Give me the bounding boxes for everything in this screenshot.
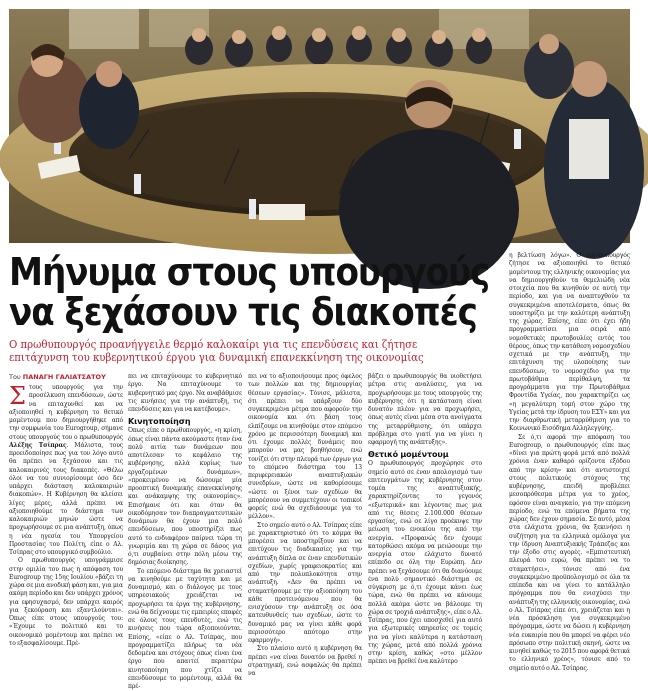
- paragraph: [9, 384, 123, 557]
- article-column-2: [128, 373, 242, 666]
- paragraph: Σε ό,τι αφορά την απόφαση του Eurogroup, ο πρωθυπουργός είπε πως «δίνει για πρώτη φορά μετά από πολλά χρόνια έναν καθαρό ορίζοντα εξόδου από την κρίση» και ότι αντιστοιχεί στους πολιτικούς στόχους της κυβέρνησης, επειδή προβλέπει μεσοπρόθεσμα μέτρα για το χρέος, εφόσον είναι αναγκαίο, για την επόμενη περίοδο, ενώ τα επόμενα βήματα της χώρας δεν έχουν σημασία. Σε αυτό, μέσα στα ελάχιστα χρόνια, θα ξεκινήσει η συζήτηση για τα ελληνικά ομόλογα για την ίδρυση Αναπτυξιακής Τράπεζας και την έξοδο στις αγορές. «Εμπιστευτική πλευρά του ευρώ, θα πρέπει να το σταματήσει», τόνισε από ένα συγκεκριμένο προϋπολογισμό σε όλα τα επίπεδα και να γίνει το κατάλληλο πρόγραμμα που θα ενισχύσει την ανάπτυξη της ελληνικής οικονομίας, ενώ ο Αλ. Τσίπρας είπε ότι, χρειάζεται και η νέα πρόσκληση για συγκεκριμένο πρόγραμμα, ώστε να δώσει η κυβέρνηση νέα ευκαιρία που θα μπορεί να φέρει νέο πρόσωπο στην πολιτική σκηνή, ώστε να κινηθεί καθώς το 2015 που αφορά θετικά το ελληνικό χρέος», τόνισε από το σημείο αυτό ο Αλ. Τσίπρας.: [509, 434, 630, 673]
- article-column-3: [248, 373, 362, 666]
- paragraph: βάζει ο πρωθυπουργός θα υιοθετήσει μέτρα στις αναλύσεις, για να προχωρήσουμε με τους υπουργούς της κυβέρνησης ότι η κατάσταση είναι δυνατόν πλέον για να προχωρήσει, όπως αυτές είναι μέσα στα ανοίγματα της μεταρρύθμισης, ότι υπάρχει πρόβλημα στο γιατί για να γίνει η εφαρμογή της ανάπτυξης».: [368, 373, 482, 447]
- byline: [9, 373, 123, 381]
- headline-line-2: να ξεχάσουν τις διακοπές: [9, 292, 425, 332]
- paragraph-text: τους υπουργούς για την προσέλκυση επενδύσεων, ώστε να επιταχυνθεί και να αξιοποιηθεί η κυβέρνηση το θετικό μομέντουμ που δημιουργήθηκε από την συμφωνία του Eurogroup, σήμανε στους υπουργούς του ο πρωθυπουργός: [9, 384, 123, 441]
- paragraph: Το επόμενο διάστημα θα χρειαστεί να κινηθούμε με ταχύτητα και με δυναμισμό, και ο διάλογος με τους υπηρεσιακούς χρειάζεται να προχωρήσει τα έργα της κυβέρνησης, ενώ θα δείχνουμε τις εμπειρίες επαφές σε όλους τους επενδυτές, ενώ τις κινήσεις που τώρα αξιοποιούνται. Επίσης, «είπε ο Αλ. Τσίπρας, που προγραμματίζει πλήρως τα νέα δεδομένα και στόχους όπως είναι ένα έργο που απαιτεί περαιτέρω κινητοποίηση που χτίζει να επενδύσουμε το μομέντουμ, αλλά θα πρέ-: [128, 568, 242, 691]
- section-heading: Κινητοποίηση: [128, 416, 242, 427]
- paragraph: πει να το αξιοποιήσουμε προς όφελος των πολλών και της δημιουργίας θέσεων εργασίας». Τόνισε, μάλιστα, ότι πρέπει να υπάρξουν δύο συγκεκριμένα μέτρα που αφορούν την οικονομία και ότι βάση τους ελπίζουμε να κινηθούμε στον επόμενο χρόνο με περισσότερη δυναμική και ότι έχουμε πολλές δυνάμεις που μπορούν να μας βοηθήσουν, ενώ τονίζει ότι στην πλευρά των έργων για το επόμενο διάστημα του 13 περιφερειακών αναπτυξιακών συνεδρίων, ώστε να καθορίσουμε «ώστε οι ξένοι των σχεδίων θα μπορέσουν να συμμετέχουν οι τοπικοί φορείς ενώ θα σχεδιάσουμε για το μέλλον».: [248, 373, 362, 522]
- drop-cap: Σ: [9, 385, 26, 407]
- paragraph: Στο σημείο αυτό ο Αλ. Τσίπρας είπε με χαρακτηριστικό ότι το κόμμα θα μπορέσει να υποστηρίξουν και να επιτύχουν τις διαδικασίες για την ανάπτυξη δίπλα σε έναν επενδυτικών σχεδίων, χωρίς γραφειοκρατίες και από την πολυπλοκότητα στην ανάπτυξη. «Δεν θα πρέπει να σταματήσουμε με την αξιοποίηση του κάθε προτεινόμενου που θα ενισχύσουν την ανάπτυξη σε όσα κατευθυνθείς των σχεδίων, ώστε το δυναμικό μας να γίνει κάθε φορά περισσότερο απότομο στην εφαρμογή».: [248, 522, 362, 646]
- subheading-line-2: επιτάχυνση του κυβερνητικού έργου για δυναμική επανεκκίνηση της οικονομίας: [9, 351, 441, 364]
- headline-line-1: Μήνυμα στους υπουργούς: [9, 252, 425, 292]
- cabinet-meeting-photo: [9, 9, 630, 243]
- byline-author: ΠΑΝΑΓΗ ΓΑΛΙΑΤΣΑΤΟΥ: [23, 373, 106, 381]
- paragraph: πει να επιταχύνουμε το κυβερνητικό έργο. Να επιταχύνουμε το κυβερνητικό μας έργο. Να αναβάθμισε τις κινήσεις για την ανάπτυξη, τις επενδύσεις και για να κατέβουμε».: [128, 373, 242, 414]
- paragraph: Όπως είπε ο πρωθυπουργός, «η κρίση, όπως είναι πάντα ακούμαστε ήταν ένα πολύ αιτία των δυνάμεων που αποτέλεσαν το κεφάλαιο της κυβέρνησης, αλλά κυρίως των εργαζομένων δυνάμεων», «προκειμένου να δώσουμε μία προοπτική δυναμικής επανεκκίνησης και ανάκαμψης της οικονομίας». Επισήμανε ότι και όταν θα οικοδόμησαν τον διαπραγματευτικών δυνάμεων θα έχουν μια πολύ επενδύσεων, που υποστηρίζει πως αυτό το ενδιαφέρον παίρνει τώρα τη γνωριμία και τη χώρα σε δάσος για ό,τι συμβαίνει στην πόλη μέσω της δημόσιας διοίκησης.: [128, 427, 242, 567]
- article-column-1: [9, 384, 123, 666]
- paragraph: Ο πρωθυπουργός προχώρησε στο σημείο αυτό σε έναν απολογισμό των επιτευγμάτων της κυβέρνησης στον τομέα της αναπτυξιακής, χαρακτηρίζοντας το γεγονός «εξωτερικά» και λέγοντας πως μια από τις θέσεις 2.100.000 θέσεων εργασίας, ενώ σε λίγο προέκυψε την μείωση του ενοικίου της από την ανεργία. «Προφανώς δεν έχουμε κατορθώσει ακόμα να μειώσουμε την ανεργία στον ελάχιστο δυνατό επίπεδο σε όλη την Ευρώπη. Δεν πρέπει να ξεχάσουμε ότι θα διανύουμε ένα πολύ σημαντικό διάστημα σε σύγκριση με ό,τι έχουμε κάνει έως τώρα, ενώ θα πρέπει να κάνουμε πολλά ακόμα ώστε να βάλουμε τη χώρα σε τροχιά ανάπτυξης», είπε ο Αλ. Τσίπρας, που έχει υποσχεθεί για αυτό για εξωτερικές υπηρεσίες σε τομείς για να γίνει καλύτερα η κατάσταση της χώρας, μετά από πολλά χρόνια στην κρίση, καθώς «στο μέλλον πρέπει να βρεθεί ένα καλύτερο: [368, 460, 482, 666]
- article-column-4: [368, 373, 482, 666]
- paragraph: Στο πλαίσιο αυτό η κυβέρνηση θα πρέπει «να είναι δυνατόν να βρεθεί η στρατηγική, ενώ ασφαλώς θα πρέπει να: [248, 645, 362, 678]
- section-heading: Θετικό μομέντουμ: [368, 449, 482, 460]
- paragraph-text: . Μάλιστα, τους προειδοποίησε πως για τον λόγο αυτό θα πρέπει να ξεχάσουν και τις καλοκαιρινές τους διακοπές. «Θέλω όλοι να του συνιορίσουμε όσο δεν υπάρχει διάσταση καλοκαιριών διακοπών». Η Κυβέρνηση θα κλείσει λίγες μέρες, αλλά πρέπει να αξιοποιηθούμε το διάστημα των καλοκαιριών μηνών ώστε να προχωρήσουμε σε μια ανάπτυξη, όπως η νέα ηγεσία του Υπουργείου Προστασίας του Πολίτη, είπε ο Αλ. Τσίπρας στο υπουργικό συμβούλιο.: [9, 442, 123, 556]
- subheading-line-1: Ο πρωθυπουργός προανήγγειλε θερμό καλοκαίρι για τις επενδύσεις και ζήτησε: [9, 338, 441, 351]
- paragraph: η βελτίωση λόγω». Ο πρωθυπουργός ζήτησε να αξιοποιηθεί το θετικό μομέντουμ της ελληνικής οικονομίας για να δημιουργηθούν τα θεμελιώδη νέα στοιχεία που θα κινηθούν σε αυτή την περίοδο, και για να αναπτυχθούν τα συγκεκριμένα αποτελέσματα, όπως θα υποστηρίζει με την καλύτερη ανάπτυξη της χώρας. Επίσης, είπε ότι έχει ήδη προγραμματίσει μια σειρά από νομοθετικές πρωτοβουλίες εντός του θέρους, όπως την κατάθεση νομοσχεδίου σχετικά με την ανάπτυξη, την επιτάχυνση της υλοποίησης των επενδύσεων, το νομοσχέδιο για την πρωτοβάθμια περίθαλψη, τα προγράμματα για την Πρωτοβάθμια Φροντίδα Υγείας, που χαρακτηρίζει ως «η μεγαλύτερη τομή στον χώρο της Υγείας μετά την ίδρυση του ΕΣΥ» και για την διαρθρωτική μεταρρύθμιση για το Κοινωνικό Εισόδημα Αλληλεγγύης.: [509, 252, 630, 434]
- highlighted-name: Αλέξης Τσίπρας: [9, 442, 67, 449]
- cabinet-meeting-icon: [9, 9, 630, 243]
- paragraph: Ο πρωθυπουργός υπογράμμισε στην ομιλία του πως η απόφαση του Eurogroup της 15ης Ιουλίου «βάζει τη χώρα σε μια ανοδική φάση και, για μια ακόμη περίοδο και δεν υπάρχει χρόνος για εφησυχασμό, δεν υπάρχει καιρός για ξεκούραση και εξαντλούνται». Όπως είπε στους υπουργούς του: «Έχουμε το πολιτικό και το οικονομικό μομέντουμ και πρέπει να το εξασφαλίσουμε. Πρέ-: [9, 557, 123, 648]
- article-column-5: [509, 252, 630, 666]
- headline: [9, 252, 425, 332]
- subheading: [9, 338, 441, 364]
- byline-prefix: Του: [9, 373, 23, 381]
